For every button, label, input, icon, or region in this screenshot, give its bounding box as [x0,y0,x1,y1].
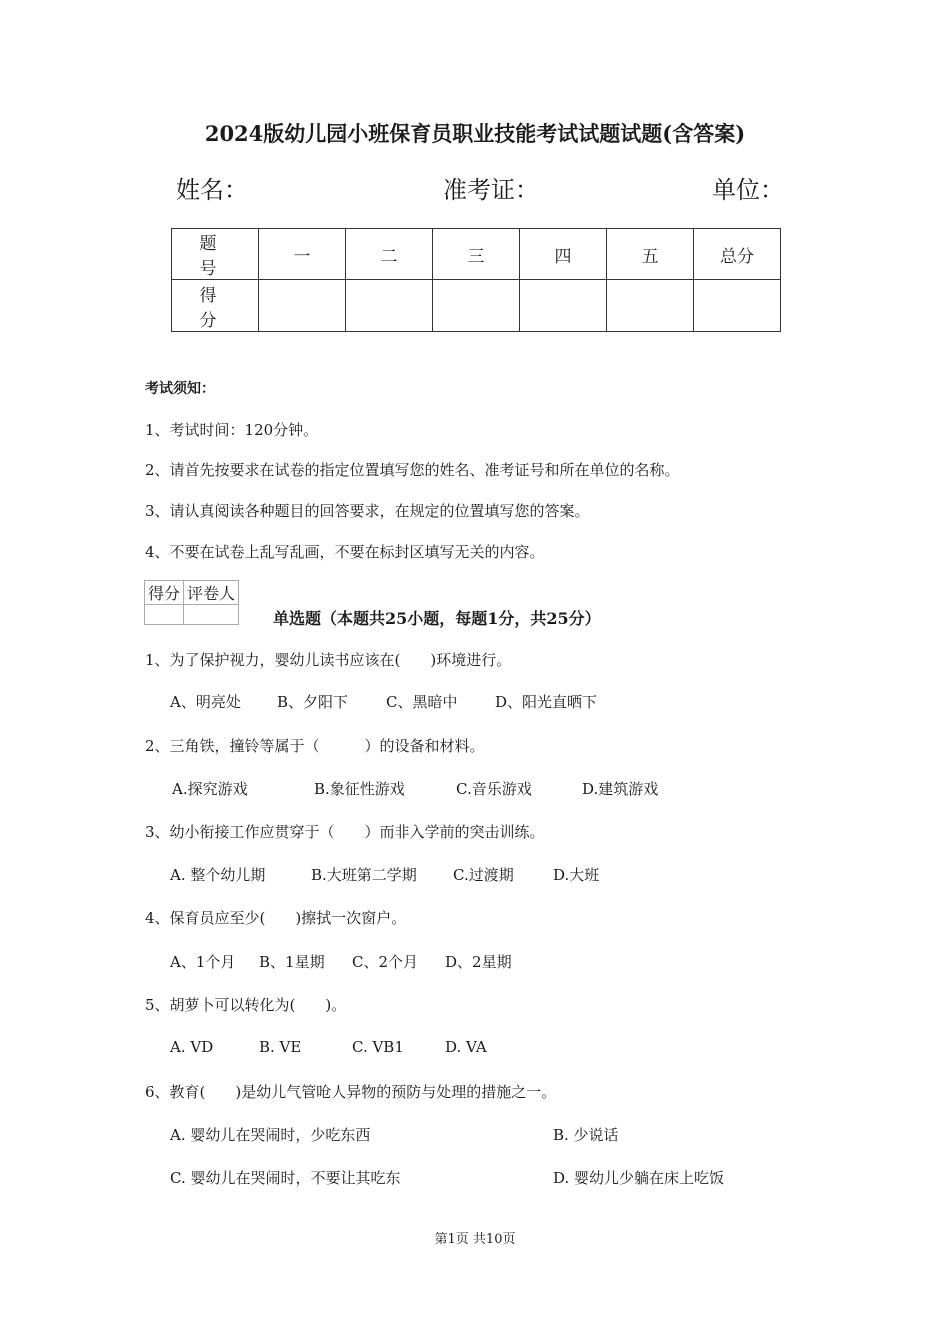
notice-item: 3、请认真阅读各种题目的回答要求，在规定的位置填写您的答案。 [145,502,590,520]
question-number-header: 题 号 [172,229,259,280]
score-table-header-row [172,229,781,280]
option: A. VD [170,1038,214,1056]
grader-score-label: 得分 [145,581,184,605]
notice-item: 2、请首先按要求在试卷的指定位置填写您的姓名、准考证号和所在单位的名称。 [145,461,680,479]
question-stem: 3、幼小衔接工作应贯穿于（ ）而非入学前的突击训练。 [145,823,545,841]
question-stem: 5、胡萝卜可以转化为( )。 [145,996,347,1014]
name-label: 姓名： [176,176,248,204]
grader-box [144,580,239,625]
section-4-header: 四 [520,229,607,280]
option: D. VA [445,1038,487,1056]
option: D. 婴幼儿少躺在床上吃饭 [553,1169,725,1187]
page-footer: 第1页 共10页 [434,1232,516,1247]
grader-reviewer-cell[interactable] [184,605,239,625]
option: C. VB1 [352,1038,404,1056]
option: D.大班 [553,866,600,884]
option: D、阳光直晒下 [495,693,598,711]
option: D.建筑游戏 [582,780,659,798]
option: C、2个月 [352,953,419,971]
option: A、1个月 [170,953,236,971]
option: B、夕阳下 [277,693,349,711]
exam-title: 2024版幼儿园小班保育员职业技能考试试题试题(含答案) [204,121,746,146]
section-3-header: 三 [433,229,520,280]
option: C.音乐游戏 [456,780,532,798]
score-cell[interactable] [694,280,781,332]
score-cell[interactable] [259,280,346,332]
score-cell[interactable] [607,280,694,332]
option: C、黑暗中 [386,693,458,711]
score-cell[interactable] [520,280,607,332]
option: B. VE [259,1038,302,1056]
question-stem: 6、教育( )是幼儿气管呛人异物的预防与处理的措施之一。 [145,1083,557,1101]
notice-heading: 考试须知： [145,381,215,397]
option: B.象征性游戏 [314,780,405,798]
section-2-header: 二 [346,229,433,280]
score-row-label: 得 分 [172,280,259,332]
option: B.大班第二学期 [311,866,417,884]
option: D、2星期 [445,953,512,971]
score-cell[interactable] [346,280,433,332]
option: A、明亮处 [170,693,241,711]
unit-label: 单位： [712,176,784,204]
question-stem: 2、三角铁，撞铃等属于（ ）的设备和材料。 [145,737,485,755]
option: B、1星期 [259,953,325,971]
section-1-header: 一 [259,229,346,280]
option: C. 婴幼儿在哭闹时，不要让其吃东 [170,1169,401,1187]
section-5-header: 五 [607,229,694,280]
question-stem: 1、为了保护视力，婴幼儿读书应该在( )环境进行。 [145,651,512,669]
option: C.过渡期 [453,866,514,884]
grader-reviewer-label: 评卷人 [184,581,239,605]
option: A. 婴幼儿在哭闹时，少吃东西 [170,1126,371,1144]
notice-item: 4、不要在试卷上乱写乱画，不要在标封区填写无关的内容。 [145,543,545,561]
notice-item: 1、考试时间：120分钟。 [145,421,319,439]
question-stem: 4、保育员应至少( )擦拭一次窗户。 [145,909,407,927]
score-cell[interactable] [433,280,520,332]
score-table-score-row [172,280,781,332]
grader-score-cell[interactable] [145,605,184,625]
option: A. 整个幼儿期 [170,866,266,884]
exam-id-label: 准考证： [443,176,539,204]
score-table [171,228,781,332]
option: B. 少说话 [553,1126,619,1144]
option: A.探究游戏 [172,780,248,798]
section-title: 单选题（本题共25小题，每题1分，共25分） [273,609,601,628]
total-header: 总分 [694,229,781,280]
